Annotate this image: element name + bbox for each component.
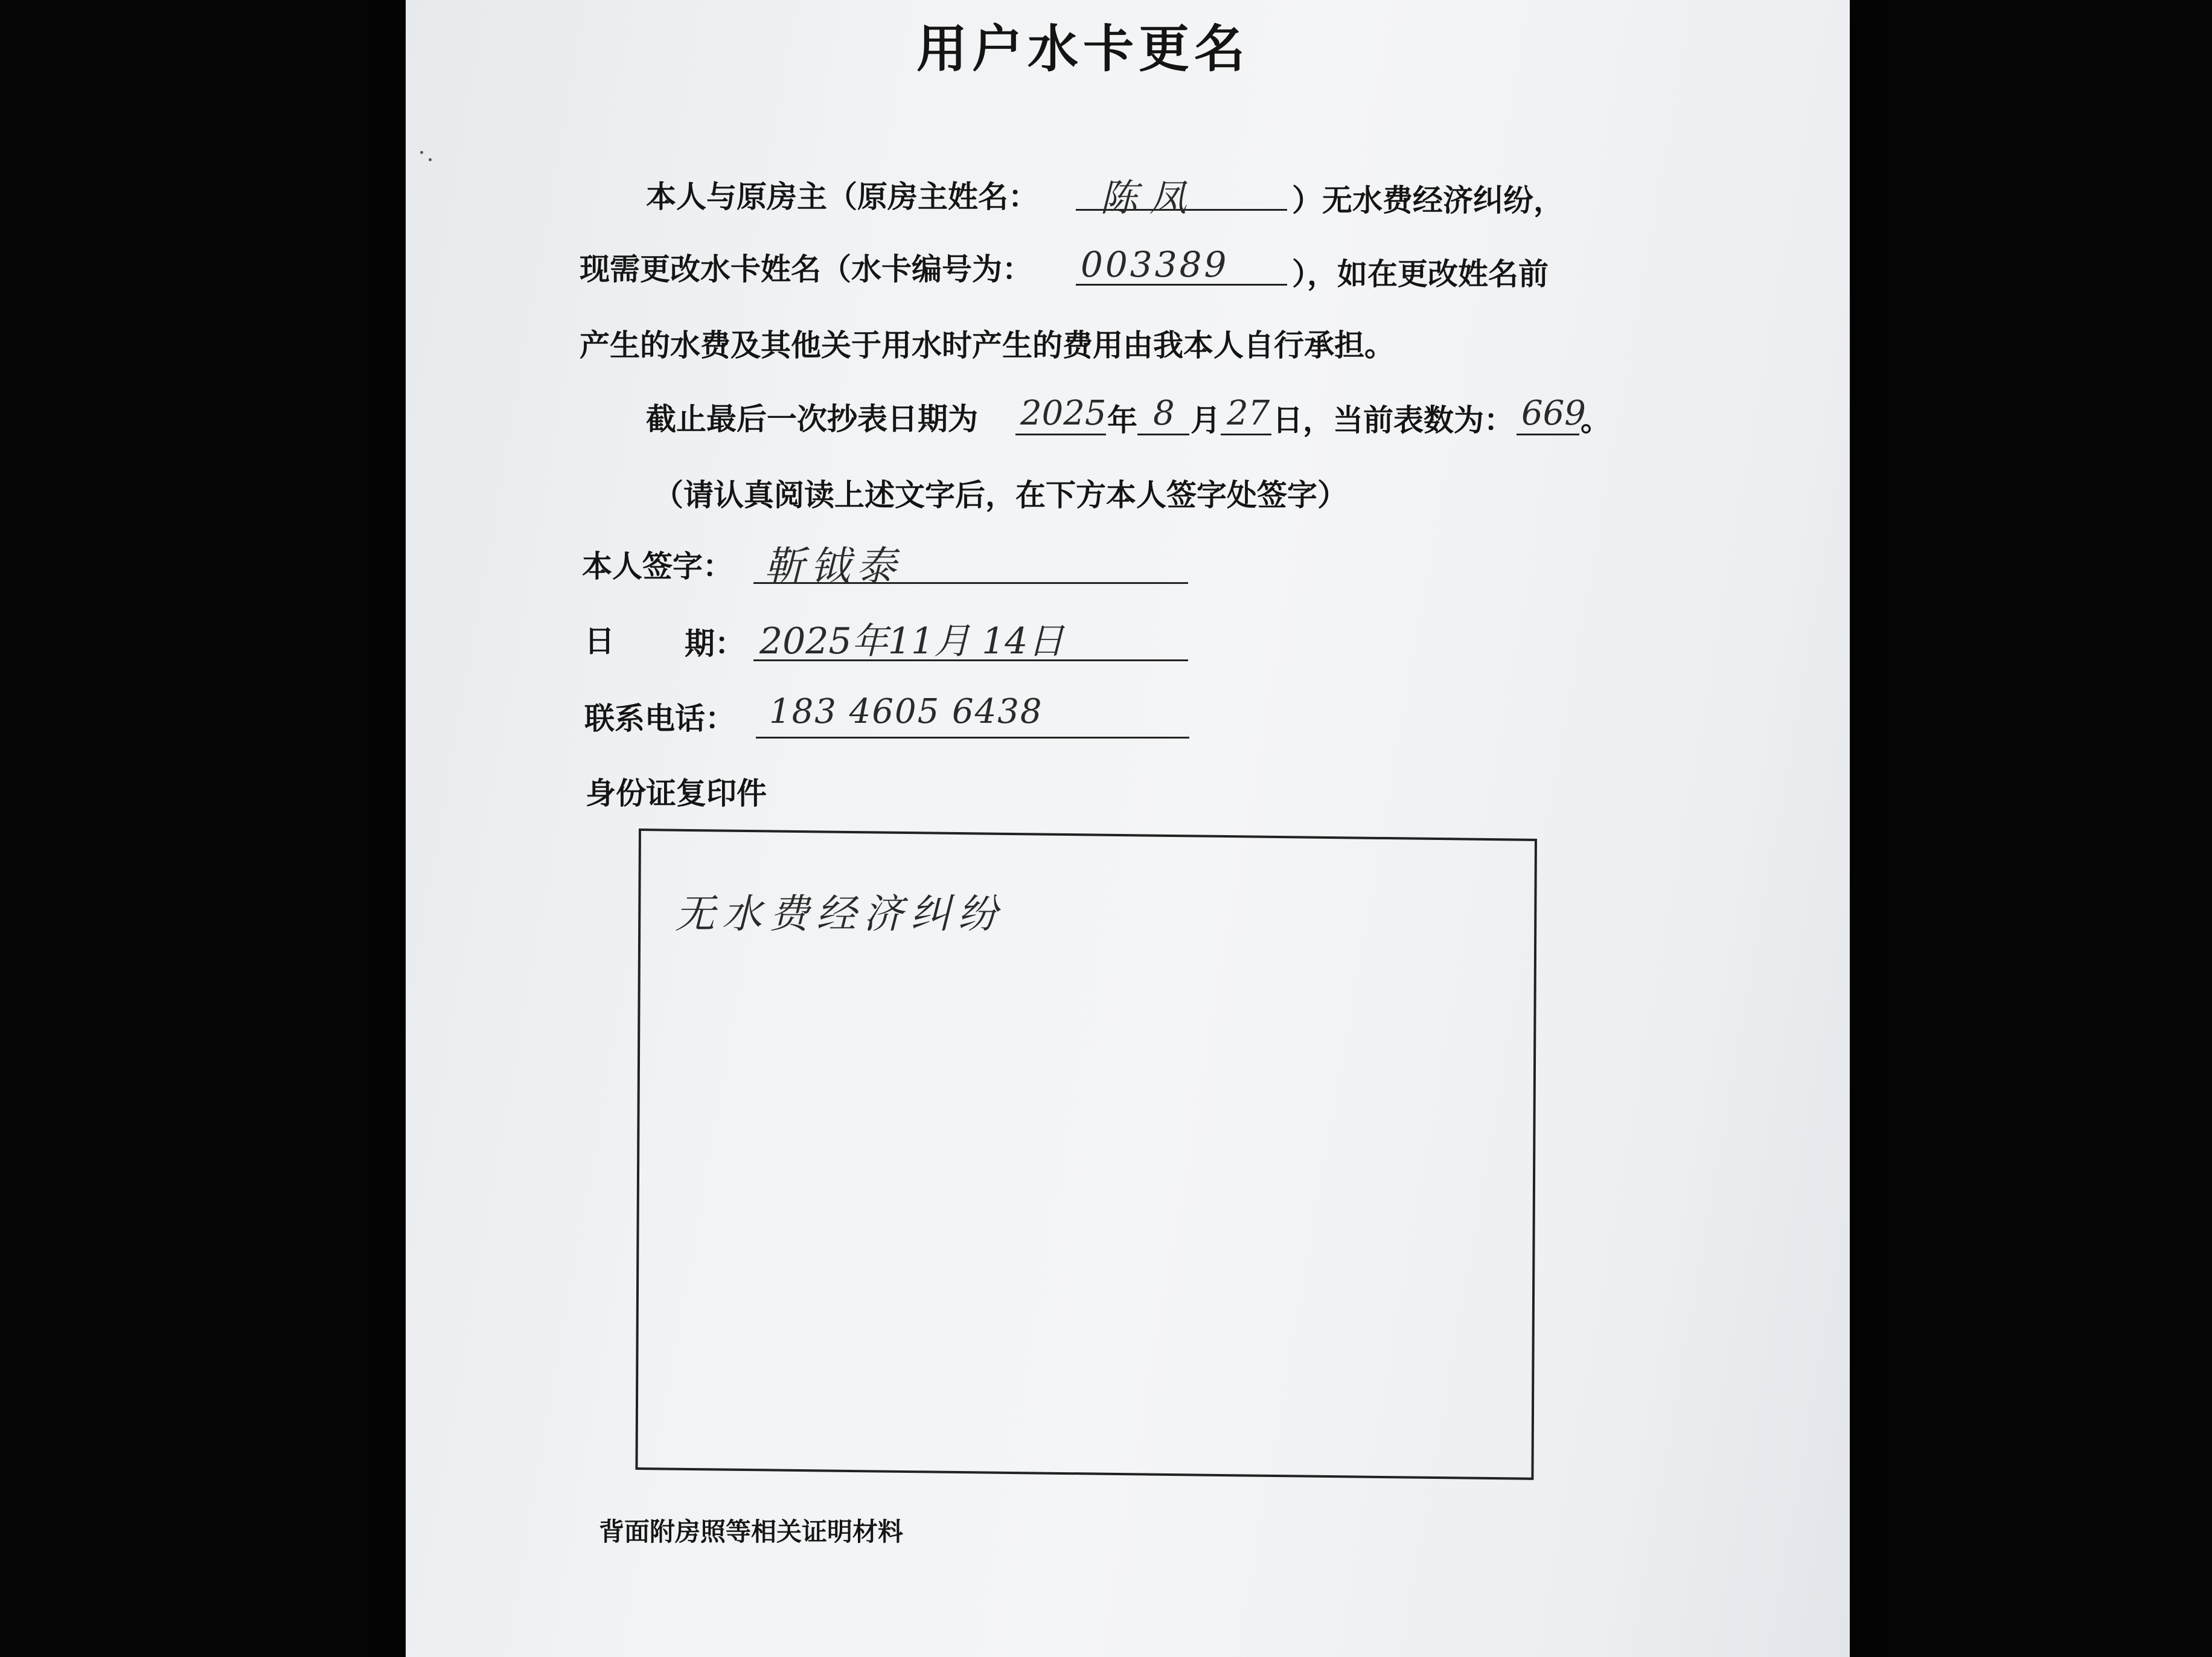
reading-prefix: 截止最后一次抄表日期为 <box>646 402 978 437</box>
signature-label: 本人签字： <box>582 549 733 584</box>
meter-underline <box>1517 434 1579 435</box>
day-unit-and-meter-label: 日，当前表数为： <box>1273 403 1514 438</box>
form-paper <box>406 0 1850 1657</box>
day-underline <box>1221 434 1271 435</box>
year-underline <box>1015 434 1106 435</box>
meter-handwritten: 669 <box>1521 394 1586 433</box>
phone-underline <box>756 737 1189 739</box>
paper-speck <box>420 151 423 154</box>
card-line-prefix: 现需更改水卡姓名（水卡编号为： <box>580 252 1032 287</box>
phone-label: 联系电话： <box>584 701 735 736</box>
paper-speck <box>429 158 432 161</box>
form-title: 用户水卡更名 <box>916 19 1250 79</box>
day-handwritten: 27 <box>1227 394 1270 433</box>
signature-handwritten: 靳钺泰 <box>764 543 902 589</box>
month-unit: 月 <box>1191 403 1221 438</box>
reading-notice: （请认真阅读上述文字后，在下方本人签字处签字） <box>653 478 1347 513</box>
liability-line: 产生的水费及其他关于用水时产生的费用由我本人自行承担。 <box>580 328 1395 363</box>
phone-handwritten: 183 4605 6438 <box>769 692 1043 731</box>
owner-name-handwritten: 陈 凤 <box>1100 176 1187 220</box>
owner-line-prefix: 本人与原房主（原房主姓名： <box>646 179 1038 214</box>
month-underline <box>1137 434 1189 435</box>
date-label-second: 期： <box>685 626 745 661</box>
owner-line-suffix: ）无水费经济纠纷， <box>1292 183 1564 218</box>
card-line-suffix: ），如在更改姓名前 <box>1292 257 1549 292</box>
month-handwritten: 8 <box>1153 394 1175 433</box>
date-label-first: 日 <box>584 624 615 659</box>
year-handwritten: 2025 <box>1020 394 1107 433</box>
id-copy-note-handwritten: 无水费经济纠纷 <box>675 891 1005 937</box>
footer-note: 背面附房照等相关证明材料 <box>599 1517 904 1546</box>
reading-end: 。 <box>1581 403 1611 438</box>
year-unit: 年 <box>1107 403 1137 438</box>
id-copy-label: 身份证复印件 <box>586 776 767 811</box>
card-number-handwritten: 003389 <box>1081 244 1229 285</box>
date-handwritten: 2025年11月 14日 <box>759 620 1064 662</box>
